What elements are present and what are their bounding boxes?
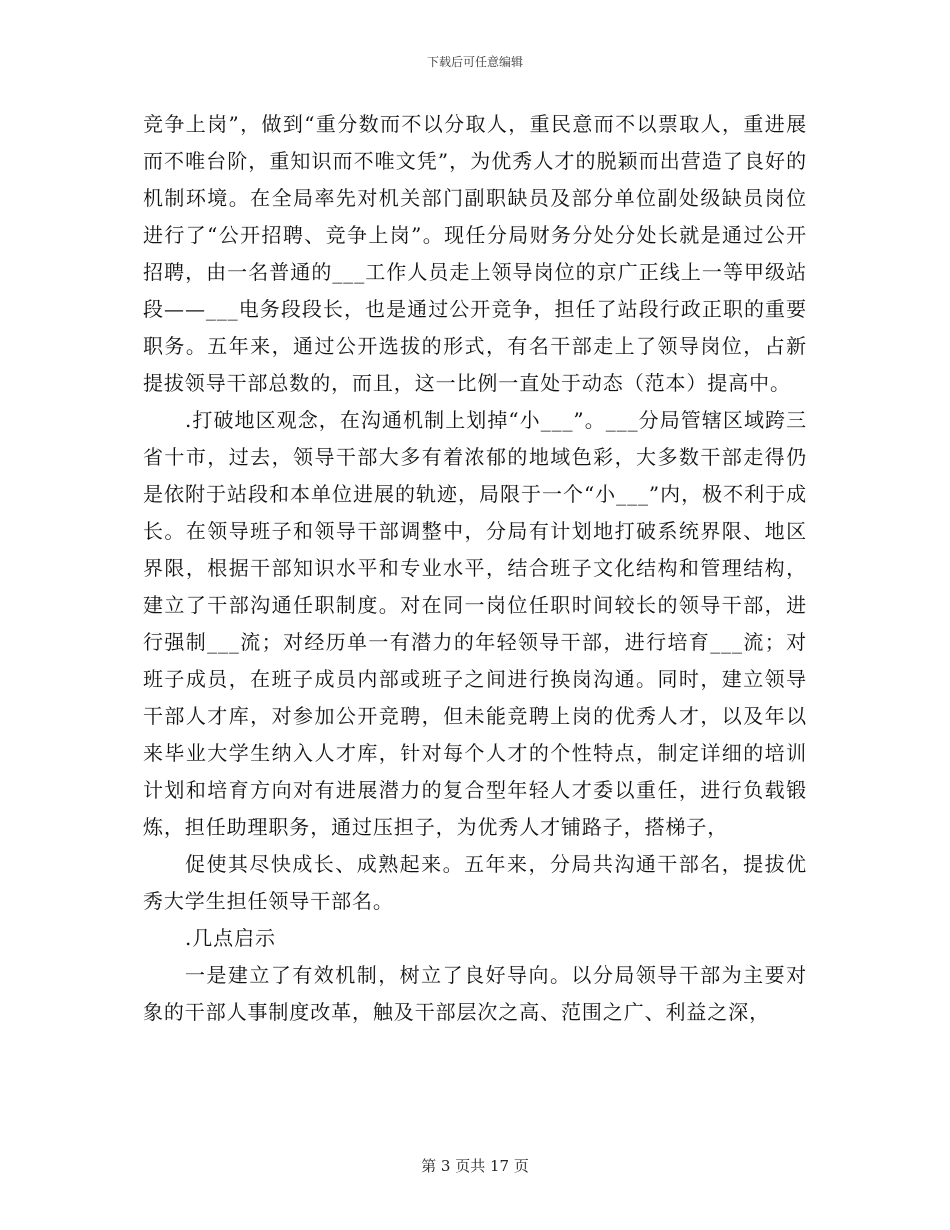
page-footer: 第 3 页共 17 页	[421, 1157, 529, 1175]
page-header: 下载后可任意编辑	[426, 55, 523, 69]
paragraph-5: 一是建立了有效机制，树立了良好导向。以分局领导干部为主要对象的干部人事制度改革，触及干部层次之高、范围之广、利益之深，	[143, 963, 807, 1024]
paragraph-3: 促使其尽快成长、成熟起来。五年来，分局共沟通干部名，提拔优秀大学生担任领导干部名。	[143, 852, 807, 913]
paragraph-1: 竞争上岗”，做到“重分数而不以分取人，重民意而不以票取人，重进展而不唯台阶，重知识而不唯文凭”，为优秀人才的脱颖而出营造了良好的机制环境。在全局率先对机关部门副职缺员及部分单位副处级缺员岗位进行了“公开招聘、竞争上岗”。现任分局财务分处分处长就是通过公开招聘，由一名普通的___工作人员走上领导岗位的京广正线上一等甲级站段——___电务段段长，也是通过公开竞争，担任了站段行政正职的重要职务。五年来，通过公开选拔的形式，有名干部走上了领导岗位，占新提拔领导干部总数的，而且，这一比例一直处于动态（范本）提高中。	[143, 112, 807, 395]
document-body	[143, 106, 807, 1031]
section-heading: .几点启示	[185, 926, 276, 950]
paragraph-2: .打破地区观念，在沟通机制上划掉“小___”。___分局管辖区域跨三省十市，过去，领导干部大多有着浓郁的地域色彩，大多数干部走得仍是依附于站段和本单位进展的轨迹，局限于一个“小___”内，极不利于成长。在领导班子和领导干部调整中，分局有计划地打破系统界限、地区界限，根据干部知识水平和专业水平，结合班子文化结构和管理结构，建立了干部沟通任职制度。对在同一岗位任职时间较长的领导干部，进行强制___流；对经历单一有潜力的年轻领导干部，进行培育___流；对班子成员，在班子成员内部或班子之间进行换岗沟通。同时，建立领导干部人才库，对参加公开竞聘，但未能竞聘上岗的优秀人才，以及年以来毕业大学生纳入人才库，针对每个人才的个性特点，制定详细的培训计划和培育方向对有进展潜力的复合型年轻人才委以重任，进行负载锻炼，担任助理职务，通过压担子，为优秀人才铺路子，搭梯子，	[143, 408, 807, 839]
